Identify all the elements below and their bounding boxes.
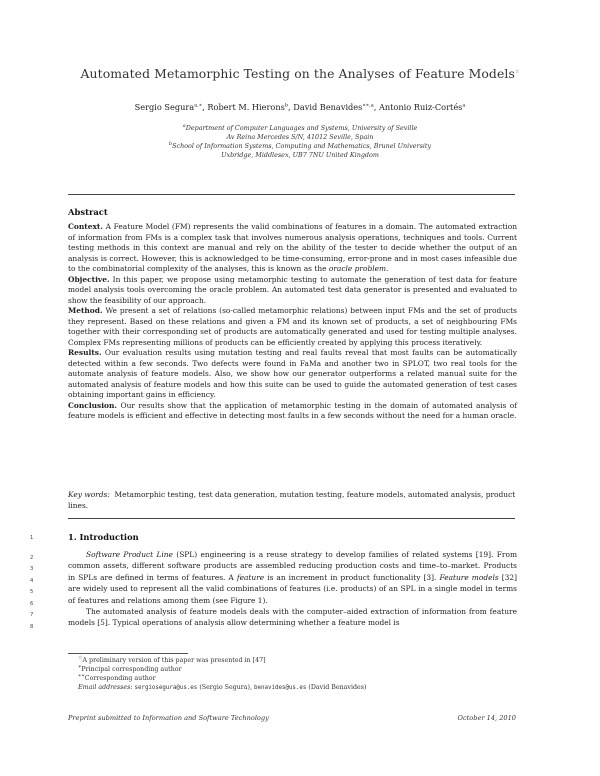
- email-link[interactable]: benavides@us.es: [254, 685, 307, 691]
- footnote-rule: [68, 653, 188, 654]
- line-number: 7: [30, 612, 34, 618]
- author-name: Robert M. Hierons: [207, 102, 285, 112]
- footnote-2: [78, 663, 182, 674]
- author-name: David Benavides: [293, 102, 363, 112]
- conclusion-label: Conclusion.: [68, 400, 118, 410]
- line-number: 6: [30, 601, 34, 607]
- intro-emphasis: feature: [236, 572, 265, 582]
- footnote-text: Corresponding author: [84, 675, 156, 682]
- context-text: A Feature Model (FM) represents the valid combinations of features in a domain. The automated extraction of information from FMs is a complex task that involves numerous analysis operations, techniques and tools. Current testing methods in this context are manual and rely on the ability of the tester to decide whether the output of an analysis is correct. However, this is acknowledged to be time-consuming, error-prone and in most cases infeasible due to the combinatorial complexity of the analyses, this is known as the: [68, 222, 517, 273]
- line-number: 2: [30, 555, 34, 561]
- footnote-mark: ☆: [78, 654, 83, 661]
- author-mark: ∗∗,a: [362, 102, 374, 109]
- abstract-body: [68, 222, 517, 422]
- context-label: Context.: [68, 222, 103, 231]
- conclusion-text: Our results show that the application of metamorphic testing in the domain of automated analysis of feature models is efficient and effective in detecting most faults in a few seconds without the need for a human oracle.: [68, 400, 517, 420]
- intro-text: (SPL) engineering is a reuse strategy to develop families of related systems [19]. From common assets, different software products are assembled reducing production costs and time–to–market. Products in SPLs are defined in terms of features. A: [68, 550, 517, 582]
- objective-text: In this paper, we propose using metamorphic testing to automate the generation of test data for feature model analysis tools overcoming the oracle problem. An automated test data generator is presented and evaluated to show the feasibility of our approach.: [68, 274, 517, 305]
- footnote-mark: ∗∗: [78, 672, 85, 679]
- intro-emphasis: Feature models: [439, 572, 499, 582]
- intro-paragraph-1: [68, 549, 517, 606]
- affiliation-line: School of Information Systems, Computing and Mathematics, Brunel University: [172, 142, 432, 150]
- author-mark: a,∗: [194, 102, 203, 109]
- keywords: [68, 490, 517, 511]
- affiliation-line: Department of Computer Languages and Systems, University of Seville: [185, 124, 418, 132]
- abstract-objective: [68, 275, 517, 307]
- abstract-context: [68, 222, 517, 275]
- abstract-bottom-rule: [68, 518, 515, 519]
- author-mark: a: [462, 102, 466, 109]
- paper-title: Automated Metamorphic Testing on the Analyses of Feature Models☆: [80, 66, 520, 81]
- intro-text: [32] are widely used to represent all the valid combinations of features (i.e. products) of an SPL in a single model in terms of features and relations among them (see Figure 1).: [68, 572, 517, 605]
- line-number: 1: [30, 535, 34, 541]
- objective-label: Objective.: [68, 274, 110, 284]
- abstract-heading: Abstract: [68, 207, 108, 217]
- footnote-3: [78, 672, 156, 683]
- line-number: 4: [30, 578, 34, 584]
- footnote-text: Principal corresponding author: [81, 666, 182, 673]
- introduction-body: [68, 549, 517, 629]
- affiliation-mark: a: [182, 122, 186, 129]
- author-list: Sergio Segura$^{a,∗}$, Robert M. Hierons$^b$, David Benavides$^{∗∗,a}$, Antonio Ruiz-Cortés$^a$: [134, 102, 466, 112]
- affiliation-mark: b: [168, 140, 173, 147]
- affiliation-line: Av Reina Mercedes S/N, 41012 Seville, Spain: [226, 132, 374, 141]
- footnote-text: A preliminary version of this paper was presented in [47]: [82, 657, 266, 664]
- author-mark: b: [284, 102, 289, 109]
- email-label: Email addresses:: [78, 684, 133, 691]
- preprint-date: October 14, 2010: [457, 714, 516, 722]
- method-label: Method.: [68, 306, 103, 315]
- affiliation-b: [90, 142, 510, 159]
- line-number: 3: [30, 566, 34, 572]
- abstract-method: [68, 306, 517, 348]
- footnote-emails: [78, 684, 366, 692]
- results-text: Our evaluation results using mutation testing and real faults reveal that most faults can be automatically detected within a few seconds. Two defects were found in FaMa and another two in SPLOT, two real tools for the automate analysis of feature models. Also, we show how our generator outperforms a related manual suite for the automated analysis of feature models and how this suite can be used to guide the automated generation of test cases obtaining important gains in efficiency.: [68, 348, 517, 399]
- context-emphasis: oracle problem.: [328, 264, 389, 273]
- abstract-conclusion: [68, 401, 517, 422]
- email-link[interactable]: sergiosegura@us.es: [134, 685, 198, 691]
- intro-text: is an increment in product functionality [3].: [267, 572, 437, 582]
- footnote-mark: ∗: [78, 663, 82, 670]
- email-owner: (David Benavides): [308, 684, 367, 691]
- method-text: We present a set of relations (so-called metamorphic relations) between input FMs and the set of products they represent. Based on these relations and given a FM and its known set of products, a set of neighbouring FMs together with their corresponding set of products are automatically generated and used for testing multiple analyses. Complex FMs representing millions of products can be efficiently created by applying this process iteratively.: [68, 306, 517, 347]
- line-number: 5: [30, 589, 34, 595]
- intro-emphasis: Software Product Line: [86, 550, 173, 559]
- footnote-1: [78, 654, 266, 665]
- abstract-top-rule: [68, 194, 515, 195]
- keywords-label: Key words:: [68, 490, 110, 499]
- preprint-notice: Preprint submitted to Information and Software Technology: [68, 714, 269, 722]
- author-name: Antonio Ruiz-Cortés: [378, 102, 463, 112]
- author-name: Sergio Segura: [134, 102, 195, 112]
- intro-paragraph-2: The automated analysis of feature models deals with the computer–aided extraction of information from feature models [5]. Typical operations of analysis allow determining whether a feature model is: [68, 607, 517, 628]
- affiliation-a: [90, 124, 510, 141]
- abstract-results: [68, 348, 517, 401]
- line-number: 8: [30, 624, 34, 630]
- affiliation-line: Uxbridge, Middlesex, UB7 7NU United Kingdom: [221, 150, 379, 159]
- title-footnote-mark: ☆: [514, 68, 520, 75]
- email-owner: (Sergio Segura),: [199, 684, 253, 691]
- results-label: Results.: [68, 348, 102, 357]
- keywords-text: Metamorphic testing, test data generation, mutation testing, feature models, automated analysis, product lines.: [68, 490, 516, 510]
- section-heading: 1. Introduction: [68, 532, 139, 542]
